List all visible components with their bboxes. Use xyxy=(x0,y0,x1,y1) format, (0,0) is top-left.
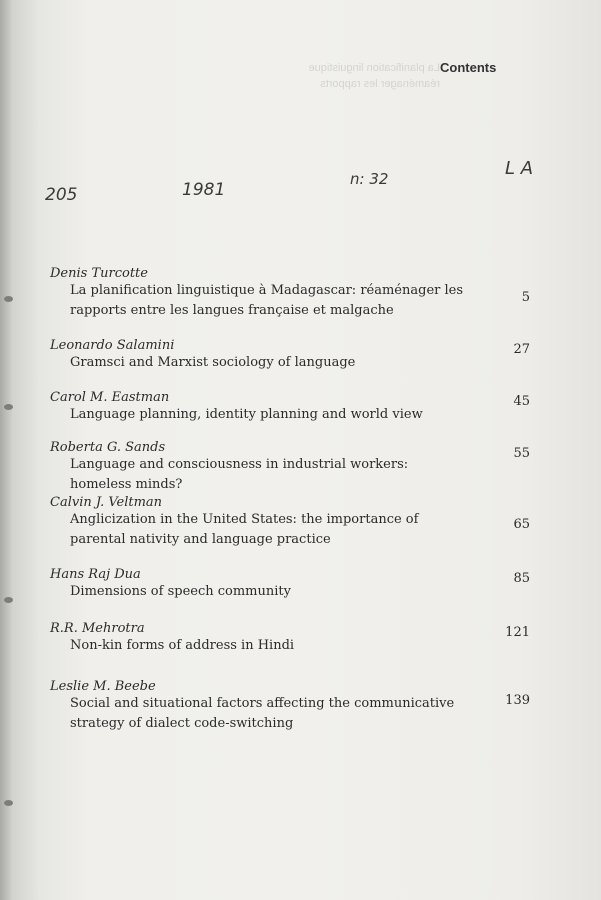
handwritten-mark: L A xyxy=(505,158,534,179)
entry-author: Roberta G. Sands xyxy=(50,440,166,455)
punch-hole xyxy=(4,597,13,603)
entry-page: 139 xyxy=(505,693,530,708)
entry-title: Dimensions of speech community xyxy=(70,584,291,599)
toc-entry xyxy=(50,390,530,440)
toc-entry xyxy=(50,567,530,621)
entry-page: 5 xyxy=(521,290,530,305)
entry-page: 121 xyxy=(505,625,530,640)
punch-hole xyxy=(4,296,13,302)
handwritten-issue: n: 32 xyxy=(350,170,389,188)
show-through-line: La planification linguistique xyxy=(308,62,440,74)
entry-title: Language planning, identity planning and world view xyxy=(70,407,423,422)
show-through-line: réaménager les rapports xyxy=(320,78,440,90)
toc-entry xyxy=(50,338,530,390)
punch-hole xyxy=(4,800,13,806)
entry-author: Denis Turcotte xyxy=(50,266,148,281)
handwritten-year: 1981 xyxy=(182,180,226,200)
entry-page: 85 xyxy=(513,571,530,586)
entry-title: Language and consciousness in industrial workers: homeless minds? xyxy=(70,457,409,492)
entry-author: Leslie M. Beebe xyxy=(50,679,156,694)
entry-page: 45 xyxy=(513,394,530,409)
entry-title: La planification linguistique à Madagascar: réaménager les rapports entre les langues française et malgache xyxy=(70,283,464,318)
entry-title: Anglicization in the United States: the importance of parental nativity and language practice xyxy=(70,512,419,547)
entry-page: 27 xyxy=(513,342,530,357)
show-through-text xyxy=(200,60,440,92)
toc-entry xyxy=(50,679,530,749)
entry-author: R.R. Mehrotra xyxy=(50,621,145,636)
entry-author: Calvin J. Veltman xyxy=(50,495,163,510)
page-title: Contents xyxy=(440,60,497,75)
entry-title: Social and situational factors affecting the communicative strategy of dialect code-switching xyxy=(70,696,455,731)
punch-hole xyxy=(4,404,13,410)
entry-title: Gramsci and Marxist sociology of language xyxy=(70,355,356,370)
toc-entry xyxy=(50,266,530,338)
entry-page: 65 xyxy=(513,517,530,532)
toc-entry xyxy=(50,495,530,567)
entry-author: Carol M. Eastman xyxy=(50,390,170,405)
entry-title: Non-kin forms of address in Hindi xyxy=(70,638,295,653)
binding-shadow xyxy=(0,0,14,900)
entry-page: 55 xyxy=(513,446,530,461)
table-of-contents xyxy=(50,266,530,749)
handwritten-number: 205 xyxy=(45,185,78,205)
toc-entry xyxy=(50,440,530,495)
entry-author: Hans Raj Dua xyxy=(50,567,141,582)
toc-entry xyxy=(50,621,530,679)
entry-author: Leonardo Salamini xyxy=(50,338,175,353)
